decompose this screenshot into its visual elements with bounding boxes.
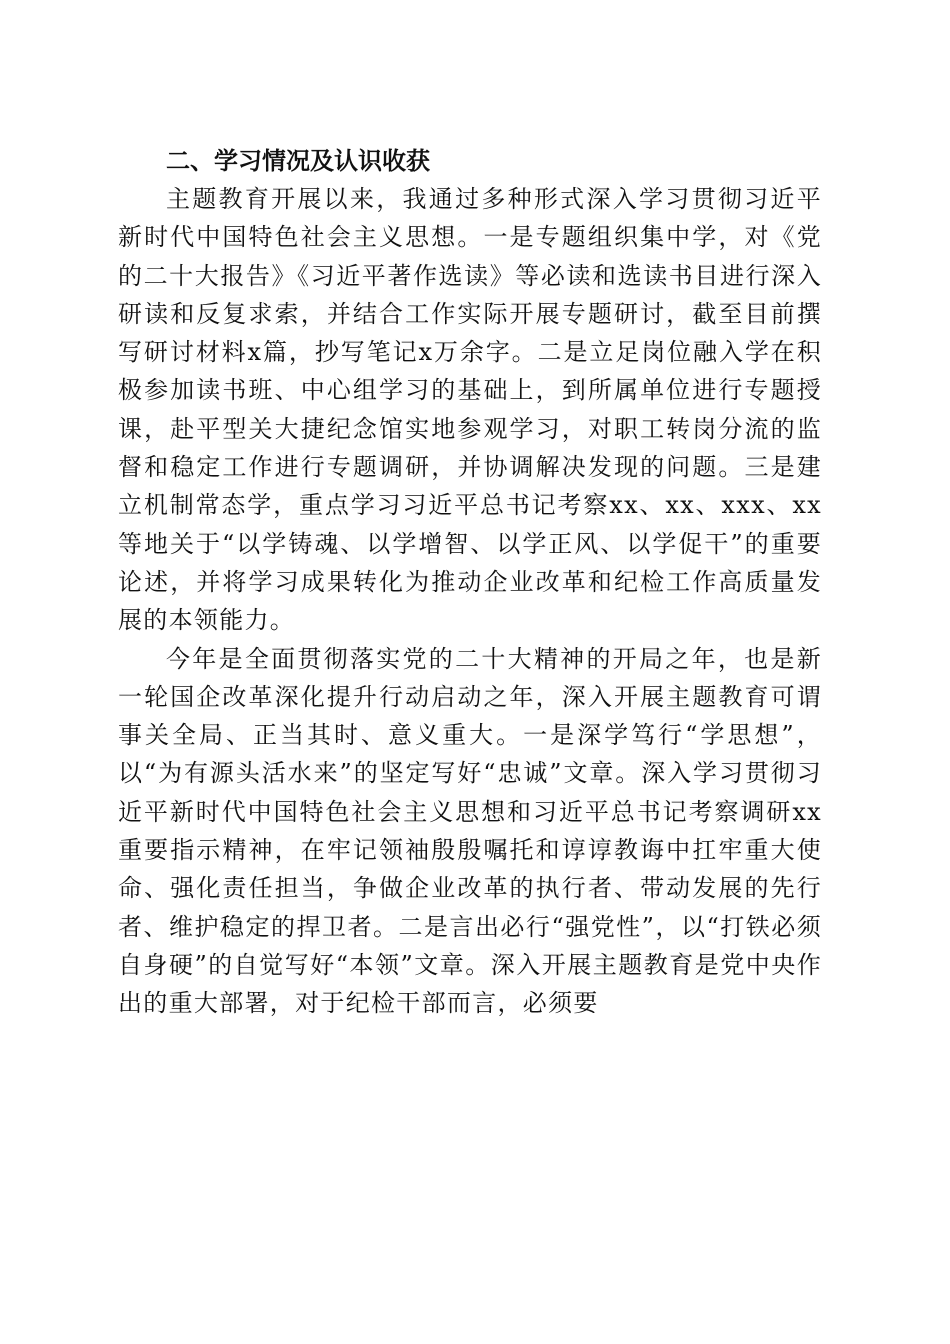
section-heading: 二、学习情况及认识收获 [166,147,430,175]
paragraph-understanding-gains: 今年是全面贯彻落实党的二十大精神的开局之年，也是新一轮国企改革深化提升行动启动之年，深入开展主题教育可谓事关全局、正当其时、意义重大。一是深学笃行“学思想”，以“为有源头活水来”的坚定写好“忠诚”文章。深入学习贯彻习近平新时代中国特色社会主义思想和习近平总书记考察调研xx重要指示精神，在牢记领袖殷殷嘱托和谆谆教诲中扛牢重大使命、强化责任担当，争做企业改革的执行者、带动发展的先行者、维护稳定的捍卫者。二是言出必行“强党性”，以“打铁必须自身硬”的自觉写好“本领”文章。深入开展主题教育是党中央作出的重大部署，对于纪检干部而言，必须要 [118,644,822,1018]
paragraph-study-situation: 主题教育开展以来，我通过多种形式深入学习贯彻习近平新时代中国特色社会主义思想。一是专题组织集中学，对《党的二十大报告》《习近平著作选读》等必读和选读书目进行深入研读和反复求索，并结合工作实际开展专题研讨，截至目前撰写研讨材料x篇，抄写笔记x万余字。二是立足岗位融入学在积极参加读书班、中心组学习的基础上，到所属单位进行专题授课，赴平型关大捷纪念馆实地参观学习，对职工转岗分流的监督和稳定工作进行专题调研，并协调解决发现的问题。三是建立机制常态学，重点学习习近平总书记考察xx、xx、xxx、xx等地关于“以学铸魂、以学增智、以学正风、以学促干”的重要论述，并将学习成果转化为推动企业改革和纪检工作高质量发展的本领能力。 [118,185,822,635]
document-body [118,142,822,1023]
